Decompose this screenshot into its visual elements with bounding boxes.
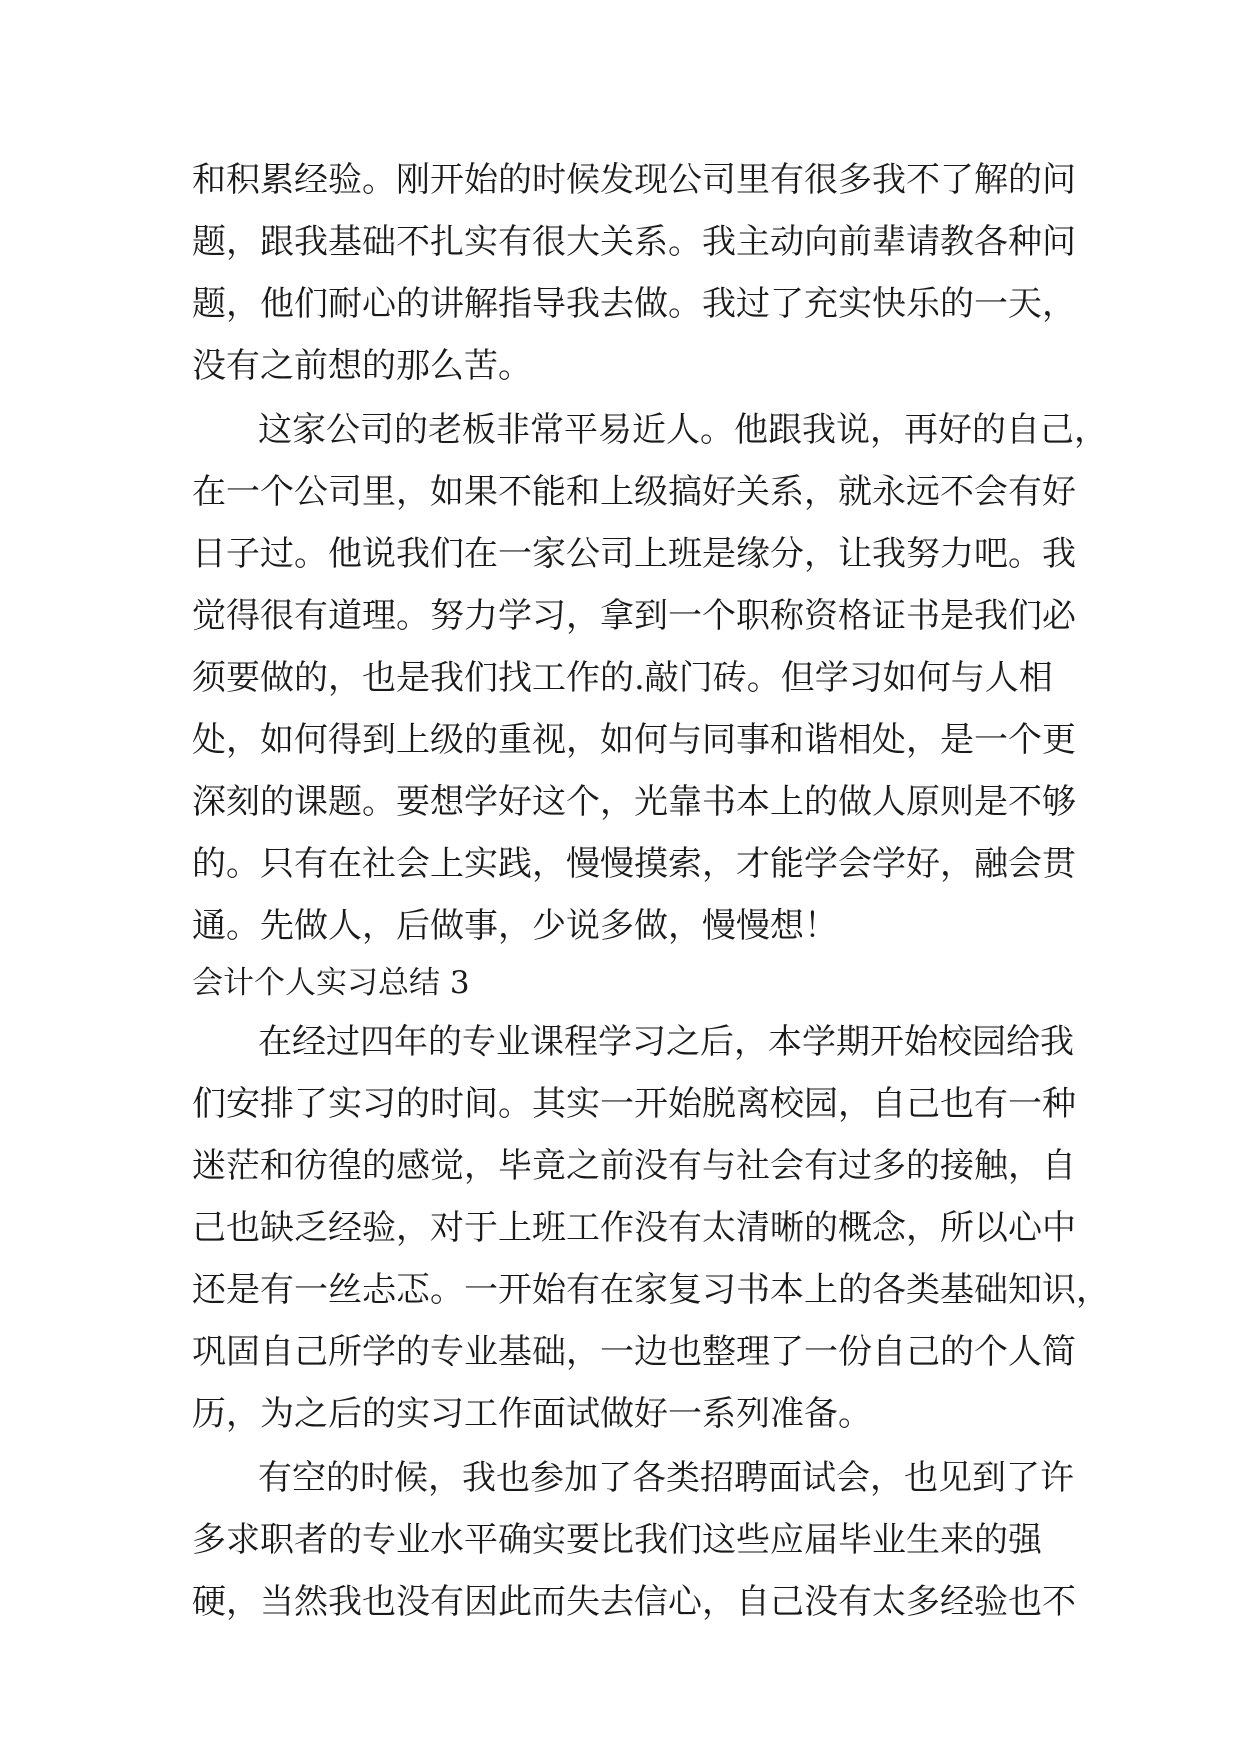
body-text-line: 日子过。他说我们在一家公司上班是缘分，让我努力吧。我: [192, 534, 1076, 574]
body-text-line: 和积累经验。刚开始的时候发现公司里有很多我不了解的问: [192, 160, 1076, 200]
body-text-line: 己也缺乏经验，对于上班工作没有太清晰的概念，所以心中: [192, 1208, 1076, 1248]
body-text-line: 巩固自己所学的专业基础，一边也整理了一份自己的个人简: [192, 1332, 1076, 1372]
paragraph-first-line: 有空的时候，我也参加了各类招聘面试会，也见到了许: [258, 1458, 1074, 1498]
paragraph-first-line: 这家公司的老板非常平易近人。他跟我说，再好的自己，: [258, 410, 1108, 450]
body-text-line: 多求职者的专业水平确实要比我们这些应届毕业生来的强: [192, 1520, 1042, 1560]
body-text-line: 题，跟我基础不扎实有很大关系。我主动向前辈请教各种问: [192, 222, 1076, 262]
body-text-line: 历，为之后的实习工作面试做好一系列准备。: [192, 1394, 872, 1434]
body-text-line: 硬，当然我也没有因此而失去信心，自己没有太多经验也不: [192, 1582, 1076, 1622]
body-text-line: 觉得很有道理。努力学习，拿到一个职称资格证书是我们必: [192, 596, 1076, 636]
paragraph-first-line: 在经过四年的专业课程学习之后，本学期开始校园给我: [258, 1022, 1074, 1062]
body-text-line: 迷茫和彷徨的感觉，毕竟之前没有与社会有过多的接触，自: [192, 1146, 1076, 1186]
body-text-line: 还是有一丝忐忑。一开始有在家复习书本上的各类基础知识，: [192, 1270, 1110, 1310]
section-heading: 会计个人实习总结 3: [192, 965, 470, 1001]
body-text-line: 们安排了实习的时间。其实一开始脱离校园，自己也有一种: [192, 1084, 1076, 1124]
body-text-line: 通。先做人，后做事，少说多做，慢慢想！: [192, 906, 838, 946]
body-text-line: 题，他们耐心的讲解指导我去做。我过了充实快乐的一天，: [192, 284, 1076, 324]
body-text-line: 没有之前想的那么苦。: [192, 346, 532, 386]
body-text-line: 深刻的课题。要想学好这个，光靠书本上的做人原则是不够: [192, 782, 1076, 822]
body-text-line: 处，如何得到上级的重视，如何与同事和谐相处，是一个更: [192, 720, 1076, 760]
body-text-line: 须要做的，也是我们找工作的.敲门砖。但学习如何与人相: [192, 658, 1053, 698]
body-text-line: 在一个公司里，如果不能和上级搞好关系，就永远不会有好: [192, 472, 1076, 512]
body-text-line: 的。只有在社会上实践，慢慢摸索，才能学会学好，融会贯: [192, 844, 1076, 884]
